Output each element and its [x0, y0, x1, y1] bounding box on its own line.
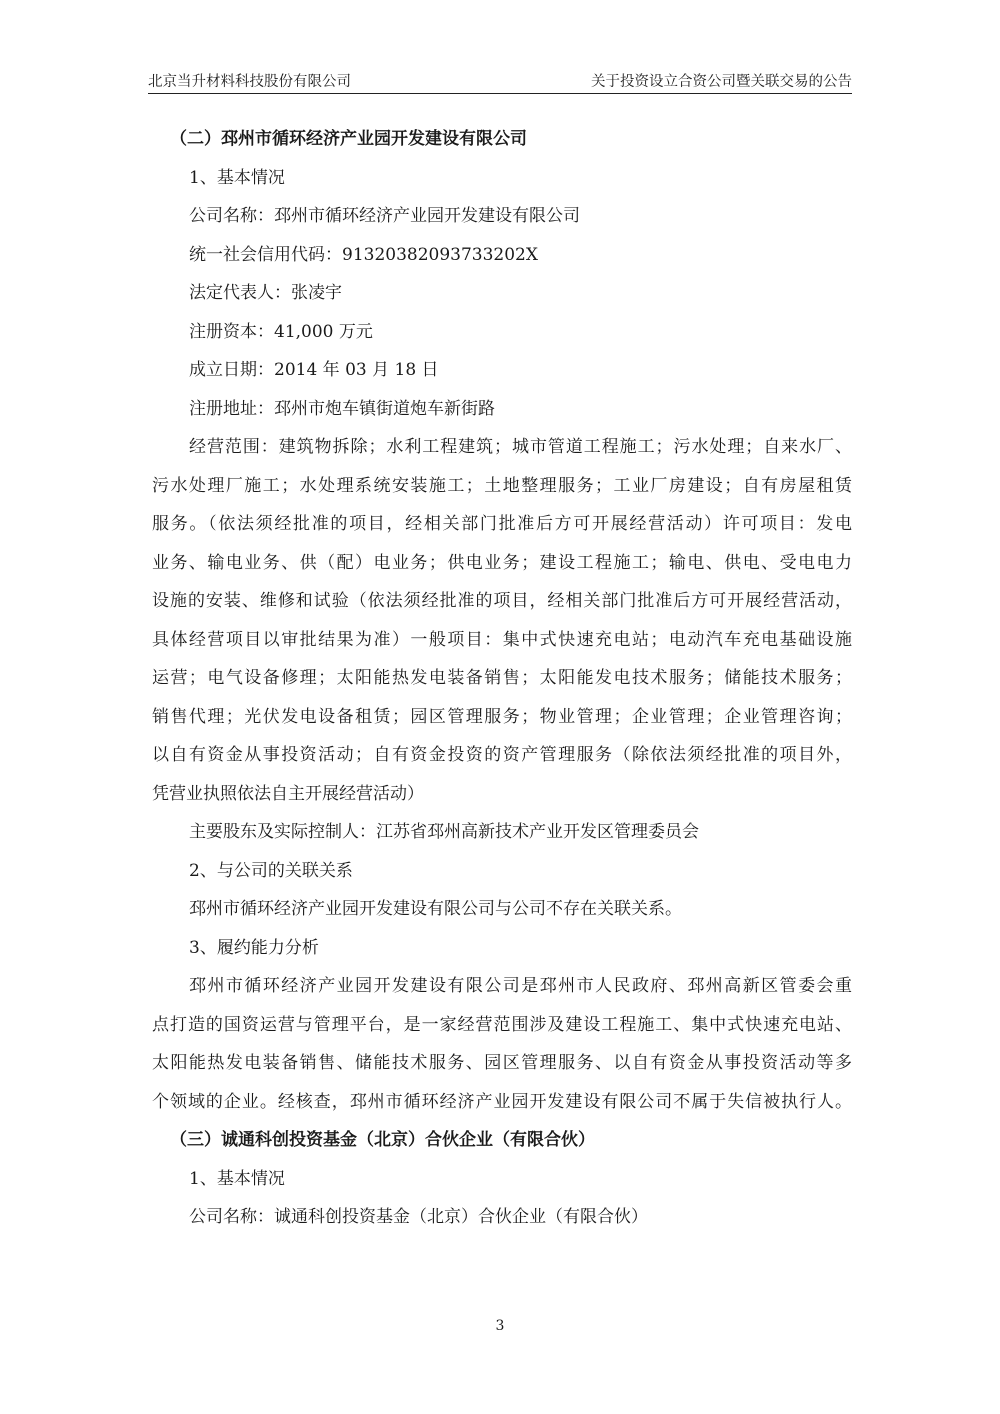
page-number: 3 [495, 1318, 505, 1334]
document-body [152, 120, 852, 1237]
ability-line: 点打造的国资运营与管理平台，是一家经营范围涉及建设工程施工、集中式快速充电站、 [152, 1014, 852, 1035]
established-date: 成立日期：2014 年 03 月 18 日 [189, 360, 439, 380]
scope-line: 设施的安装、维修和试验（依法须经批准的项目，经相关部门批准后方可开展经营活动， [152, 591, 852, 611]
section-heading: （二）邳州市循环经济产业园开发建设有限公司 [170, 129, 527, 149]
company-name: 公司名称：邳州市循环经济产业园开发建设有限公司 [189, 206, 580, 226]
header-company: 北京当升材料科技股份有限公司 [148, 74, 351, 90]
subsection-heading: 2、与公司的关联关系 [189, 860, 353, 881]
section-heading: （三）诚通科创投资基金（北京）合伙企业（有限合伙） [170, 1130, 595, 1150]
ability-line: 邳州市循环经济产业园开发建设有限公司是邳州市人民政府、邳州高新区管委会重 [189, 976, 852, 996]
shareholder: 主要股东及实际控制人：江苏省邳州高新技术产业开发区管理委员会 [189, 822, 699, 842]
scope-line: 具体经营项目以审批结果为准）一般项目：集中式快速充电站；电动汽车充电基础设施 [152, 629, 852, 650]
page-header [148, 66, 852, 94]
header-doc-title: 关于投资设立合资公司暨关联交易的公告 [591, 74, 852, 90]
scope-line: 销售代理；光伏发电设备租赁；园区管理服务；物业管理；企业管理；企业管理咨询； [152, 706, 852, 727]
company-name: 公司名称：诚通科创投资基金（北京）合伙企业（有限合伙） [189, 1207, 648, 1227]
subsection-heading: 1、基本情况 [189, 1168, 285, 1189]
scope-line: 运营；电气设备修理；太阳能热发电装备销售；太阳能发电技术服务；储能技术服务； [152, 668, 852, 688]
scope-line: 以自有资金从事投资活动；自有资金投资的资产管理服务（除依法须经批准的项目外， [152, 745, 852, 765]
scope-line: 服务。（依法须经批准的项目，经相关部门批准后方可开展经营活动）许可项目：发电 [152, 514, 852, 534]
legal-representative: 法定代表人：张凌宇 [189, 283, 342, 303]
registered-address: 注册地址：邳州市炮车镇街道炮车新街路 [189, 398, 495, 419]
ability-line: 个领域的企业。经核查，邳州市循环经济产业园开发建设有限公司不属于失信被执行人。 [152, 1091, 852, 1112]
registered-capital: 注册资本：41,000 万元 [189, 321, 373, 342]
relation-text: 邳州市循环经济产业园开发建设有限公司与公司不存在关联关系。 [189, 899, 682, 919]
scope-line: 凭营业执照依法自主开展经营活动） [152, 783, 424, 804]
ability-line: 太阳能热发电装备销售、储能技术服务、园区管理服务、以自有资金从事投资活动等多 [152, 1053, 852, 1073]
scope-line: 业务、输电业务、供（配）电业务；供电业务；建设工程施工；输电、供电、受电电力 [152, 552, 852, 573]
credit-code: 统一社会信用代码：9132038209373320​2X [189, 244, 538, 265]
subsection-heading: 3、履约能力分析 [189, 937, 319, 958]
subsection-heading: 1、基本情况 [189, 167, 285, 188]
scope-line: 经营范围：建筑物拆除；水利工程建筑；城市管道工程施工；污水处理；自来水厂、 [189, 437, 852, 457]
scope-line: 污水处理厂施工；水处理系统安装施工；土地整理服务；工业厂房建设；自有房屋租赁 [152, 475, 852, 496]
